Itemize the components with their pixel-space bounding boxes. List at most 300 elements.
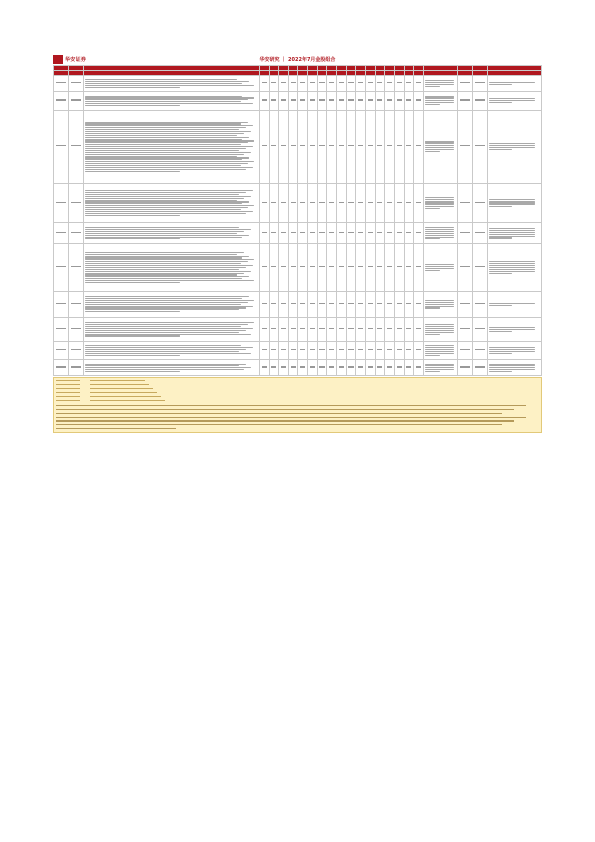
text-line: [489, 237, 512, 238]
text-line: [489, 305, 512, 306]
metric-cell: [346, 76, 356, 92]
metric-cell: [298, 341, 308, 360]
metric-cell: [375, 317, 385, 341]
metric-cell: [356, 291, 366, 317]
text-line: [489, 349, 535, 350]
text-line: [489, 149, 512, 150]
metric-cell: [327, 360, 337, 376]
metric-cell: [414, 76, 424, 92]
metric-cell: [298, 317, 308, 341]
metric-cell: [414, 183, 424, 222]
legend-value: [90, 395, 161, 398]
text-line: [489, 351, 535, 352]
metric-cell: [375, 291, 385, 317]
text-line: [425, 355, 441, 356]
metric-cell: [404, 341, 414, 360]
metric-cell: [375, 92, 385, 111]
text-line: [85, 269, 239, 270]
analyst-cell: [473, 291, 488, 317]
metric-cell: [317, 360, 327, 376]
text-line: [85, 213, 246, 214]
metric-cell: [327, 183, 337, 222]
analyst-cell: [473, 76, 488, 92]
table-row: [54, 360, 542, 376]
metric-cell: [269, 183, 279, 222]
stock-name-cell: [69, 183, 84, 222]
rating-cell: [458, 291, 473, 317]
text-line: [85, 133, 244, 134]
stock-name-cell: [69, 341, 84, 360]
metric-cell: [385, 92, 395, 111]
metric-cell: [317, 317, 327, 341]
text-line: [425, 307, 441, 308]
risk-cell: [488, 317, 542, 341]
text-line: [425, 84, 454, 85]
catalyst-cell: [423, 291, 457, 317]
metric-cell: [394, 317, 404, 341]
text-line: [425, 235, 454, 236]
table-row: [54, 76, 542, 92]
risk-cell: [488, 76, 542, 92]
text-line: [85, 152, 251, 153]
rating-cell: [458, 341, 473, 360]
metric-cell: [356, 223, 366, 244]
risk-cell: [488, 183, 542, 222]
metric-cell: [404, 291, 414, 317]
metric-cell: [269, 92, 279, 111]
stock-code-cell: [54, 291, 69, 317]
text-line: [85, 238, 180, 239]
investment-thesis-cell: [84, 317, 260, 341]
risk-cell: [488, 110, 542, 183]
text-line: [425, 149, 454, 150]
text-line: [85, 215, 180, 216]
metric-cell: [317, 244, 327, 291]
text-line: [425, 332, 454, 333]
text-line: [85, 252, 244, 253]
report-sheet: [53, 55, 542, 433]
text-line: [85, 194, 239, 195]
text-line: [85, 235, 249, 236]
metric-cell: [356, 92, 366, 111]
metric-cell: [279, 223, 289, 244]
metric-cell: [346, 183, 356, 222]
analyst-cell: [473, 317, 488, 341]
stock-code-cell: [54, 360, 69, 376]
metric-cell: [404, 244, 414, 291]
legend-value: [90, 391, 157, 394]
metric-cell: [259, 291, 269, 317]
text-line: [85, 165, 241, 166]
text-line: [489, 265, 535, 266]
text-line: [489, 206, 512, 207]
metric-cell: [356, 317, 366, 341]
metric-cell: [269, 244, 279, 291]
metric-cell: [308, 110, 318, 183]
metric-cell: [385, 341, 395, 360]
text-line: [85, 326, 241, 327]
metric-cell: [356, 244, 366, 291]
metric-cell: [279, 244, 289, 291]
text-line: [85, 371, 180, 372]
metric-cell: [404, 223, 414, 244]
metric-cell: [346, 360, 356, 376]
stock-name-cell: [69, 244, 84, 291]
text-line: [425, 233, 454, 234]
metric-cell: [288, 360, 298, 376]
investment-thesis-cell: [84, 360, 260, 376]
text-line: [425, 229, 454, 230]
metric-cell: [279, 291, 289, 317]
catalyst-cell: [423, 110, 457, 183]
text-line: [425, 326, 454, 327]
text-line: [489, 82, 535, 83]
text-line: [489, 232, 535, 233]
metric-cell: [404, 76, 414, 92]
rating-cell: [458, 244, 473, 291]
metric-cell: [337, 183, 347, 222]
metric-cell: [259, 183, 269, 222]
text-line: [85, 81, 249, 82]
text-line: [489, 353, 512, 354]
text-line: [425, 304, 454, 305]
text-line: [489, 199, 535, 200]
metric-cell: [375, 244, 385, 291]
investment-thesis-cell: [84, 92, 260, 111]
metric-cell: [259, 92, 269, 111]
text-line: [85, 265, 253, 266]
metric-cell: [327, 92, 337, 111]
metric-cell: [404, 360, 414, 376]
text-line: [425, 268, 454, 269]
rating-cell: [458, 223, 473, 244]
stock-code-cell: [54, 317, 69, 341]
metric-cell: [279, 317, 289, 341]
metric-cell: [385, 291, 395, 317]
table-row: [54, 110, 542, 183]
metric-cell: [269, 76, 279, 92]
metric-cell: [279, 183, 289, 222]
metric-cell: [298, 291, 308, 317]
investment-thesis-cell: [84, 183, 260, 222]
metric-cell: [269, 110, 279, 183]
text-line: [85, 300, 254, 301]
legend-value: [90, 387, 153, 390]
metric-cell: [394, 291, 404, 317]
text-line: [425, 266, 454, 267]
stock-code-cell: [54, 244, 69, 291]
metric-cell: [259, 76, 269, 92]
text-line: [489, 271, 535, 272]
text-line: [85, 351, 239, 352]
risk-cell: [488, 223, 542, 244]
metric-cell: [327, 244, 337, 291]
text-line: [489, 102, 512, 103]
catalyst-cell: [423, 317, 457, 341]
text-line: [85, 229, 251, 230]
metric-cell: [298, 76, 308, 92]
text-line: [425, 231, 454, 232]
metric-cell: [337, 223, 347, 244]
text-line: [425, 86, 441, 87]
metric-cell: [327, 341, 337, 360]
text-line: [85, 335, 180, 336]
metric-cell: [298, 110, 308, 183]
text-line: [425, 300, 454, 301]
metric-cell: [356, 341, 366, 360]
metric-cell: [317, 223, 327, 244]
metric-cell: [298, 244, 308, 291]
metric-cell: [414, 92, 424, 111]
metric-cell: [394, 244, 404, 291]
catalyst-cell: [423, 183, 457, 222]
text-line: [425, 197, 454, 198]
metric-cell: [317, 92, 327, 111]
stock-code-cell: [54, 183, 69, 222]
text-line: [489, 267, 535, 268]
metric-cell: [365, 183, 375, 222]
text-line: [425, 270, 441, 271]
text-line: [85, 154, 244, 155]
document-title: 华安研究 ｜ 2022年7月金股组合: [259, 57, 336, 63]
metric-cell: [259, 110, 269, 183]
metric-cell: [346, 223, 356, 244]
metric-cell: [414, 291, 424, 317]
metric-cell: [394, 341, 404, 360]
metric-cell: [356, 183, 366, 222]
stock-code-cell: [54, 76, 69, 92]
rating-cell: [458, 317, 473, 341]
text-line: [85, 227, 239, 228]
metric-cell: [327, 110, 337, 183]
table-row: [54, 291, 542, 317]
text-line: [425, 351, 454, 352]
metric-cell: [394, 76, 404, 92]
metric-cell: [414, 317, 424, 341]
metric-cell: [288, 317, 298, 341]
metric-cell: [269, 317, 279, 341]
metric-cell: [375, 223, 385, 244]
text-line: [425, 330, 454, 331]
legend-key: [56, 399, 90, 403]
catalyst-cell: [423, 76, 457, 92]
metric-cell: [279, 92, 289, 111]
metric-cell: [308, 183, 318, 222]
text-line: [85, 271, 251, 272]
metric-cell: [317, 291, 327, 317]
metric-cell: [288, 341, 298, 360]
text-line: [85, 131, 251, 132]
text-line: [489, 269, 535, 270]
metric-cell: [269, 223, 279, 244]
text-line: [85, 231, 244, 232]
metric-cell: [356, 360, 366, 376]
disclaimer-line: [56, 427, 539, 431]
metric-cell: [317, 76, 327, 92]
metric-cell: [385, 223, 395, 244]
metric-cell: [308, 360, 318, 376]
risk-cell: [488, 92, 542, 111]
text-line: [489, 327, 535, 328]
metric-cell: [298, 360, 308, 376]
metric-cell: [269, 360, 279, 376]
text-line: [85, 87, 180, 88]
text-line: [425, 199, 454, 200]
metric-cell: [414, 223, 424, 244]
table-row: [54, 341, 542, 360]
text-line: [489, 234, 535, 235]
table-row: [54, 244, 542, 291]
catalyst-cell: [423, 92, 457, 111]
metric-cell: [346, 317, 356, 341]
table-row: [54, 317, 542, 341]
risk-cell: [488, 341, 542, 360]
text-line: [425, 227, 454, 228]
text-line: [425, 334, 441, 335]
text-line: [85, 196, 251, 197]
text-line: [85, 83, 242, 84]
text-line: [85, 328, 253, 329]
metric-cell: [259, 223, 269, 244]
text-line: [85, 198, 244, 199]
investment-thesis-cell: [84, 291, 260, 317]
metric-cell: [394, 110, 404, 183]
metric-cell: [337, 291, 347, 317]
text-line: [85, 85, 254, 86]
table-row: [54, 223, 542, 244]
text-line: [85, 282, 180, 283]
metric-cell: [404, 92, 414, 111]
analyst-cell: [473, 110, 488, 183]
metric-cell: [317, 110, 327, 183]
metric-cell: [385, 110, 395, 183]
text-line: [85, 349, 246, 350]
text-line: [489, 230, 535, 231]
metric-cell: [404, 183, 414, 222]
investment-thesis-cell: [84, 110, 260, 183]
metric-cell: [317, 341, 327, 360]
text-line: [489, 228, 535, 229]
risk-cell: [488, 244, 542, 291]
rating-cell: [458, 76, 473, 92]
text-line: [85, 211, 253, 212]
metric-cell: [288, 291, 298, 317]
legend-row: [56, 399, 539, 403]
metric-cell: [346, 244, 356, 291]
report-header: [53, 55, 542, 65]
analyst-cell: [473, 223, 488, 244]
metric-cell: [308, 341, 318, 360]
metric-cell: [279, 110, 289, 183]
text-line: [85, 355, 180, 356]
metric-cell: [308, 317, 318, 341]
text-line: [489, 303, 535, 304]
metric-cell: [394, 183, 404, 222]
metric-cell: [337, 360, 347, 376]
stock-name-cell: [69, 223, 84, 244]
text-line: [489, 273, 512, 274]
stock-code-cell: [54, 92, 69, 111]
text-line: [489, 329, 535, 330]
text-line: [85, 148, 246, 149]
metric-cell: [288, 76, 298, 92]
metric-cell: [288, 92, 298, 111]
text-line: [425, 349, 454, 350]
text-line: [85, 324, 248, 325]
metric-cell: [308, 244, 318, 291]
metric-cell: [327, 76, 337, 92]
analyst-cell: [473, 244, 488, 291]
metric-cell: [365, 317, 375, 341]
metric-cell: [385, 183, 395, 222]
metric-cell: [337, 76, 347, 92]
metric-cell: [365, 291, 375, 317]
text-line: [425, 324, 454, 325]
catalyst-cell: [423, 223, 457, 244]
metric-cell: [327, 223, 337, 244]
metric-cell: [308, 291, 318, 317]
metric-cell: [298, 183, 308, 222]
metric-cell: [308, 76, 318, 92]
metric-cell: [365, 244, 375, 291]
text-line: [85, 105, 180, 106]
analyst-cell: [473, 360, 488, 376]
metric-cell: [337, 317, 347, 341]
metric-cell: [375, 183, 385, 222]
metric-cell: [337, 92, 347, 111]
investment-thesis-cell: [84, 76, 260, 92]
metric-cell: [346, 92, 356, 111]
text-line: [85, 304, 241, 305]
text-line: [425, 328, 454, 329]
stock-name-cell: [69, 110, 84, 183]
text-line: [85, 311, 180, 312]
text-line: [85, 233, 237, 234]
text-line: [425, 208, 441, 209]
metric-cell: [308, 223, 318, 244]
disclaimer-line: [56, 416, 539, 420]
text-line: [489, 331, 512, 332]
text-line: [85, 332, 239, 333]
metric-cell: [385, 76, 395, 92]
rating-cell: [458, 360, 473, 376]
metric-cell: [269, 291, 279, 317]
metric-cell: [288, 183, 298, 222]
metric-cell: [394, 223, 404, 244]
text-line: [85, 353, 251, 354]
metric-cell: [394, 360, 404, 376]
metric-cell: [414, 360, 424, 376]
analyst-cell: [473, 341, 488, 360]
text-line: [425, 82, 454, 83]
text-line: [425, 104, 441, 105]
text-line: [85, 137, 249, 138]
metric-cell: [288, 223, 298, 244]
rating-cell: [458, 92, 473, 111]
analyst-cell: [473, 92, 488, 111]
metric-cell: [365, 360, 375, 376]
metric-cell: [385, 244, 395, 291]
catalyst-cell: [423, 341, 457, 360]
stock-code-cell: [54, 223, 69, 244]
text-line: [85, 267, 246, 268]
text-line: [85, 254, 237, 255]
text-line: [85, 209, 241, 210]
metric-cell: [394, 92, 404, 111]
investment-thesis-cell: [84, 244, 260, 291]
legend-value: [90, 399, 165, 402]
legend-value: [90, 383, 149, 386]
